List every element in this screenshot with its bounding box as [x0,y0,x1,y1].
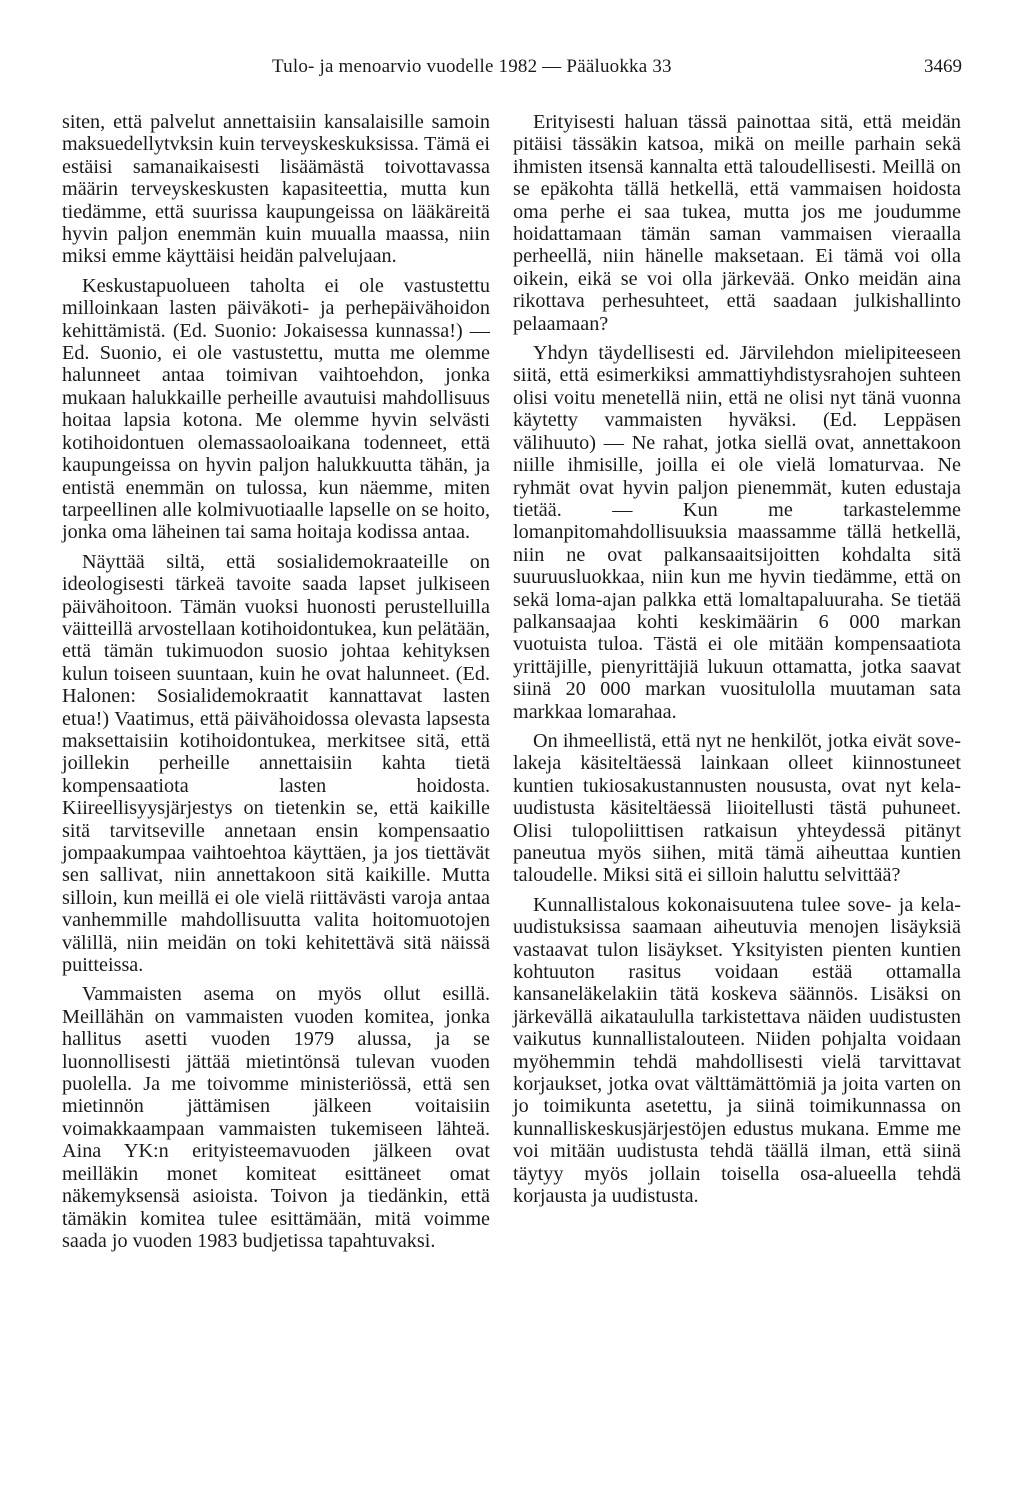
paragraph: Näyttää siltä, että sosialidemokraateille on ideologisesti tärkeä tavoite saada lapset julkiseen päivähoitoon. Tämän vuoksi huonosti perustelluilla väitteillä arvostellaan kotihoidontukea, kun pelätään, että tämän tukimuodon suosio johtaa kehityksen kulun toiseen suuntaan, kuin he ovat halunneet. (Ed. Halonen: Sosialidemokraatit kannattavat lasten etua!) Vaatimus, että päivähoidossa olevasta lapsesta maksettaisiin kotihoidontukea, merkitsee sitä, että joillekin perheille annettaisiin kahta tietä kompensaatiota lasten hoidosta. Kiireellisyysjärjestys on tietenkin se, että kaikille sitä tarvitseville annetaan ensin kompensaatio jompaakumpaa vaihtoehtoa käyttäen, ja jos tiettävät sen sallivat, niin annettakoon sitä kaikille. Mutta silloin, kun meillä ei ole vielä riittävästi varoja antaa vanhemmille mahdollisuutta valita hoitomuotojen välillä, niin meidän on toki kehitettävä sitä näissä puitteissa. [62,550,490,977]
paragraph: Kunnallistalous kokonaisuutena tulee sove- ja kela-uudistuksissa saamaan aiheutuvia menojen lisäyksiä vastaavat tulon lisäykset. Yksityisten pienten kuntien kohtuuton rasitus voidaan estää ottamalla kansaneläkelakiin tätä koskeva säännös. Lisäksi on järkevällä aikataululla tarkistettava näiden uudistusten vaikutus kunnallistalouteen. Niiden pohjalta voidaan myöhemmin tehdä mahdollisesti vielä tarvittavat korjaukset, jotka ovat välttämättömiä ja joita varten on jo toimikunta asetettu, ja siinä toimikunnassa on kunnalliskeskusjärjestöjen edustus mukana. Emme me voi mitään uudistusta tehdä täällä ilman, että siinä täytyy myös jollain toisella osa-alueella tehdä korjausta ja uudistusta. [513,893,961,1208]
paragraph: Vammaisten asema on myös ollut esillä. Meillähän on vammaisten vuoden komitea, jonka hallitus asetti vuoden 1979 alussa, ja se luonnollisesti jättää mietintönsä tulevan vuoden puolella. Ja me toivomme ministeriössä, että sen mietinnön jättämisen jälkeen voitaisiin voimakkaampaan vammaisten tukemiseen lähteä. Aina YK:n erityisteemavuoden jälkeen ovat meilläkin monet komiteat esittäneet omat näkemyksensä asioista. Toivon ja tiedänkin, että tämäkin komitea tulee esittämään, mitä voimme saada jo vuoden 1983 budjetissa tapahtuvaksi. [62,983,490,1252]
page-header [62,56,962,86]
running-title: Tulo- ja menoarvio vuodelle 1982 — Pääluokka 33 [272,56,672,77]
paragraph: Keskustapuolueen taholta ei ole vastustettu milloinkaan lasten päiväkoti- ja perhepäivähoidon kehittämistä. (Ed. Suonio: Jokaisessa kunnassa!) — Ed. Suonio, ei ole vastustettu, mutta me olemme halunneet antaa toimivan vaihtoehdon, jonka mukaan halukkaille perheille avautuisi mahdollisuus hoitaa lapsia kotona. Me olemme hyvin selvästi kotihoidontuen olemassaoloaikana todenneet, että kaupungeissa on hyvin paljon halukkuutta tähän, ja entistä enemmän on tulossa, kun näemme, miten tarpeellinen alle kolmivuotiaalle lapselle on se hoito, jonka oma läheinen tai sama hoitaja kodissa antaa. [62,274,490,544]
paragraph: On ihmeellistä, että nyt ne henkilöt, jotka eivät sove-lakeja käsiteltäessä lainkaan olleet kiinnostuneet kuntien tukiosakustannusten noususta, ovat nyt kela-uudistusta käsiteltäessä liioitellusti tästä puhuneet. Olisi tulopoliittisen ratkaisun yhteydessä pitänyt paneutua myös siihen, mitä tämä aiheuttaa kuntien taloudelle. Miksi sitä ei silloin haluttu selvittää? [513,729,961,887]
paragraph: siten, että palvelut annettaisiin kansalaisille samoin maksuedellytvksin kuin terveyskeskuksissa. Tämä ei estäisi samanaikaisesti lisäämästä toivottavassa määrin terveyskeskusten kapasiteettia, mutta kun tiedämme, että suurissa kaupungeissa on lääkäreitä hyvin paljon enemmän kuin muualla maassa, niin miksi emme käyttäisi heidän palvelujaan. [62,111,490,268]
paragraph: Yhdyn täydellisesti ed. Järvilehdon mielipiteeseen siitä, että esimerkiksi ammattiyhdistysrahojen suhteen olisi voitu menetellä niin, että ne olisi nyt tänä vuonna käytetty vammaisten hyväksi. (Ed. Leppäsen välihuuto) — Ne rahat, jotka siellä ovat, annettakoon niille ihmisille, joilla ei ole vielä lomaturvaa. Ne ryhmät ovat hyvin paljon pienemmät, kuten edustaja tietää. — Kun me tarkastelemme lomanpitomahdollisuuksia maassamme tällä hetkellä, niin ne ovat palkansaaitsijoitten kohdalta sitä suuruusluokkaa, niin kun me hyvin tiedämme, että on sekä loma-ajan palkka että lomaltapaluuraha. Se tietää palkansaajaa kohti keskimäärin 6 000 markan vuotuista tuloa. Tästä ei ole mitään kompensaatiota yrittäjille, pienyrittäjiä lukuun ottamatta, jotka saavat siinä 20 000 markan vuositulolla muutaman sata markkaa lomarahaa. [513,342,961,723]
page-number: 3469 [924,56,962,77]
left-column [62,111,490,1259]
right-column [513,111,961,1215]
paragraph: Erityisesti haluan tässä painottaa sitä, että meidän pitäisi tässäkin katsoa, mikä on meille parhain sekä ihmisten itsensä kannalta että taloudellisesti. Meillä on se epäkohta tällä hetkellä, että vammaisen hoidosta oma perhe ei saa tukea, mutta jos me joudumme hoidattamaan tämän saman vammaisen vieraalla perheellä, niin hänelle maksetaan. Ei tämä voi olla oikein, eikä se voi olla järkevää. Onko meidän aina rikottava perhesuhteet, että saadaan julkishallinto pelaamaan? [513,111,961,335]
